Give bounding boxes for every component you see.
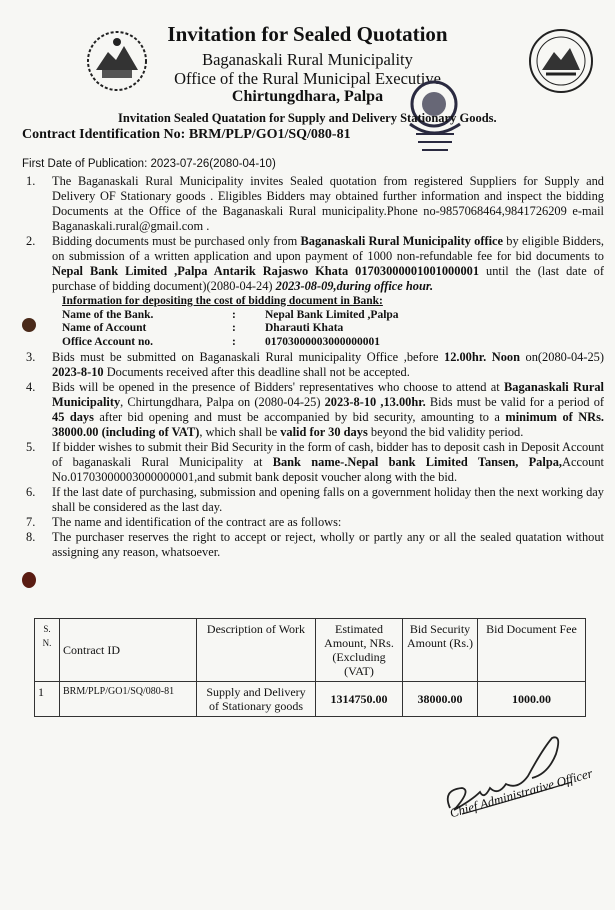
table-cell: BRM/PLP/GO1/SQ/080-81 — [60, 682, 197, 717]
publication-date: First Date of Publication: 2023-07-26(2080-04-10) — [22, 158, 276, 170]
contract-label: Contract Identification No: — [22, 127, 186, 142]
table-header-row — [35, 619, 586, 682]
location: Chirtungdhara, Palpa — [231, 88, 384, 105]
table-cell: 1314750.00 — [316, 682, 403, 717]
contract-number: BRM/PLP/GO1/SQ/080-81 — [188, 127, 351, 142]
column-header: Description of Work — [197, 619, 316, 682]
office-name: Office of the Rural Municipal Executive — [174, 69, 441, 88]
notice-items — [22, 174, 604, 560]
column-header: Bid Document Fee — [478, 619, 586, 682]
municipality-logo — [528, 28, 594, 94]
bank-info — [62, 295, 604, 349]
column-header: Contract ID — [60, 619, 197, 682]
bank-row: Name of Account : Dharauti Khata — [62, 322, 344, 334]
list-item: 6. If the last date of purchasing, submission and opening falls on a government holiday then the next working day shall be considered as the last day. — [26, 485, 604, 514]
contract-identification — [22, 127, 351, 143]
list-item: 2. Bidding documents must be purchased only from Baganaskali Rural Municipality office by eligible Bidders, on submission of a written application and upon payment of 1000 non-refundable fee for bid documents to Nepal Bank Limited ,Palpa Antarik Rajaswo Khata 01703000001001000001 until the (last date of purchase of bidding document)(2080-04-24) 2023-08-09,during office hour. — [26, 234, 604, 293]
list-item: 3. Bids must be submitted on Baganaskali Rural municipality Office ,before 12.00hr. Noon on(2080-04-25) 2023-8-10 Documents received after this deadline shall not be accepted. — [26, 350, 604, 379]
page-title: Invitation for Sealed Quotation — [167, 22, 448, 46]
column-header: Bid Security Amount (Rs.) — [403, 619, 478, 682]
list-item: 7. The name and identification of the contract are as follows: — [26, 515, 342, 529]
signatory-title: Chief Administrative Officer — [448, 765, 595, 821]
punch-hole-mark — [22, 572, 36, 588]
municipality-name: Baganaskali Rural Municipality — [202, 50, 413, 69]
table-cell: 1000.00 — [478, 682, 586, 717]
contract-table — [34, 618, 586, 717]
list-item: 1. The Baganaskali Rural Municipality invites Sealed quotation from registered Suppliers for Supply and Delivery OF Stationary goods . Eligibles Bidders may obtained further information and inspect the bidding Documents at the Office of the Baganaskali Rural municipality.Phone no-9857068464,9841726209 e-mail Baganaskali.rural@gmail.com . — [26, 174, 604, 233]
table-row — [35, 682, 586, 717]
subheading: Invitation Sealed Quatation for Supply and Delivery Stationary Goods. — [118, 111, 497, 125]
list-item: 4. Bids will be opened in the presence of Bidders' representatives who choose to attend at Baganaskali Rural Municipality, Chirtungdhara, Palpa on (2080-04-25) 2023-8-10 ,13.00hr. Bids must be valid for a period of 45 days after bid opening and must be accompanied by bid security, amounting to a minimum of NRs. 38000.00 (including of VAT), which shall be valid for 30 days beyond the bid validity period. — [26, 380, 605, 439]
punch-hole-mark — [22, 318, 36, 332]
table-cell: 1 — [35, 682, 60, 717]
list-item: 5. If bidder wishes to submit their Bid Security in the form of cash, bidder has to deposit cash in Deposit Account of baganaskali Rural Municipality at Bank name-.Nepal bank Limited Tansen, Palpa,Account No.01703000003000000001,and submit bank deposit voucher along with the bid. — [26, 440, 604, 484]
bank-row: Office Account no. : 01703000003000000001 — [62, 335, 380, 348]
column-header: Estimated Amount, NRs.(Excluding (VAT) — [316, 619, 403, 682]
column-header: S. N. — [35, 619, 60, 682]
table-cell: Supply and Delivery of Stationary goods — [197, 682, 316, 717]
table-cell: 38000.00 — [403, 682, 478, 717]
list-item: 8. The purchaser reserves the right to accept or reject, wholly or partly any or all the sealed quatation without assigning any reason, whatsoever. — [26, 530, 604, 559]
bank-row: Name of the Bank. : Nepal Bank Limited ,Palpa — [62, 308, 399, 321]
bank-info-heading: Information for depositing the cost of bidding document in Bank: — [62, 295, 383, 307]
